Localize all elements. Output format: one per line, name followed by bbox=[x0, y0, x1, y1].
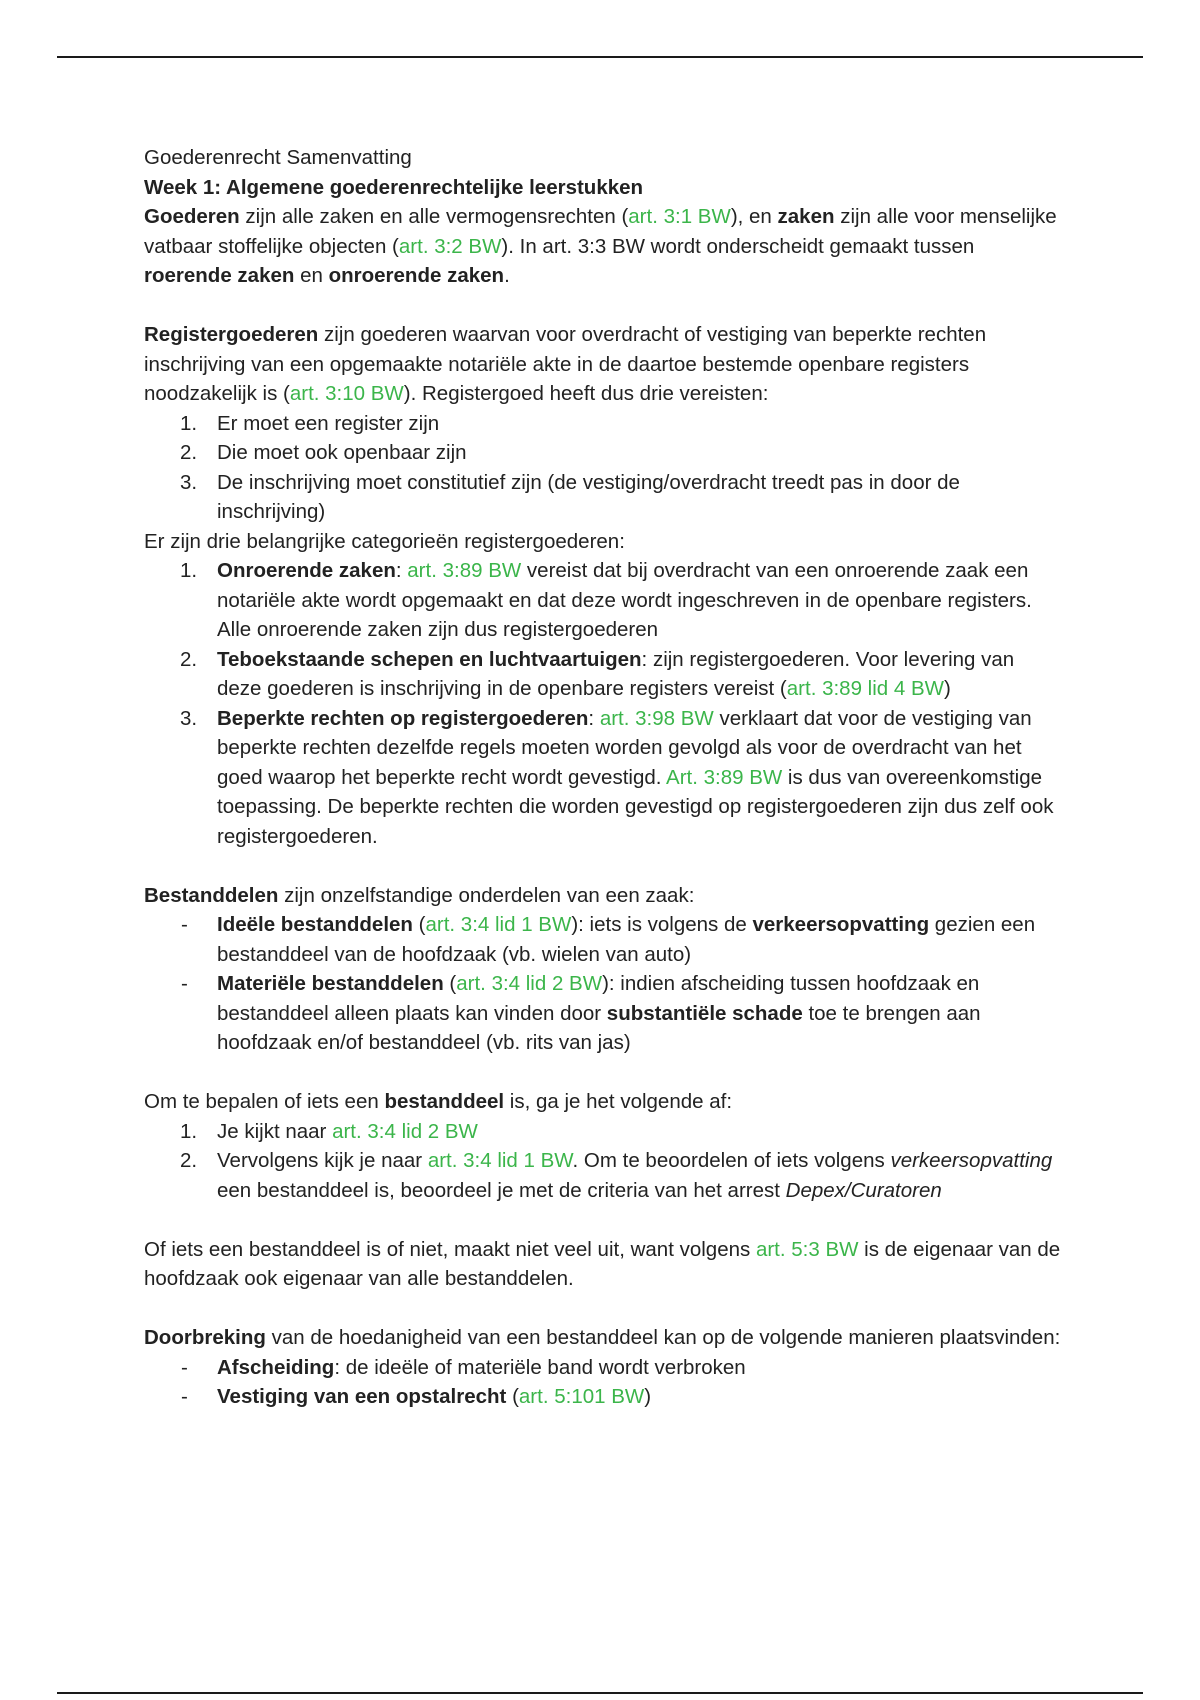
term-roerende-zaken: roerende zaken bbox=[144, 264, 295, 287]
text: Je kijkt naar bbox=[217, 1119, 333, 1143]
blank-line bbox=[144, 291, 1064, 321]
term: Teboekstaande schepen en luchtvaartuigen bbox=[217, 647, 642, 671]
term: Ideële bestanddelen bbox=[217, 913, 413, 936]
text: ). In art. 3:3 BW wordt onderscheidt gemaakt tussen bbox=[501, 234, 975, 258]
text: zijn alle voor menselijke vatbaar stoffelijke objecten ( bbox=[144, 205, 1057, 258]
term-bestanddelen: Bestanddelen bbox=[144, 883, 279, 907]
text: Of iets een bestanddeel is of niet, maakt niet veel uit, want volgens bbox=[144, 1237, 756, 1261]
list-item-requirement bbox=[144, 409, 1064, 439]
text: ) bbox=[944, 677, 951, 700]
term: Onroerende zaken bbox=[217, 559, 396, 582]
text: van de hoedanigheid van een bestanddeel kan op de volgende manieren plaatsvinden: bbox=[265, 1326, 1061, 1349]
law-reference: art. 3:4 lid 1 BW bbox=[425, 913, 572, 936]
text: is dus van overeenkomstige toepassing. De beperkte rechten die worden gevestigd op registergoederen zijn dus zelf ook registergoederen. bbox=[217, 765, 1054, 848]
law-reference: art. 3:4 lid 1 BW bbox=[427, 1149, 573, 1172]
categories-intro: Er zijn drie belangrijke categorieën registergoederen: bbox=[144, 529, 625, 553]
term-doorbreking: Doorbreking bbox=[144, 1326, 266, 1349]
text: : zijn registergoederen. Voor levering van deze goederen is inschrijving in de openbare registers vereist ( bbox=[217, 647, 1015, 700]
list-number: 2. bbox=[180, 1149, 198, 1172]
text: is, ga je het volgende af: bbox=[504, 1090, 733, 1113]
law-reference: art. 3:89 BW bbox=[407, 559, 522, 582]
list-text: De inschrijving moet constitutief zijn (de vestiging/overdracht treedt pas in door de inschrijving) bbox=[217, 470, 960, 523]
paragraph-bestanddelen bbox=[144, 881, 1064, 911]
law-reference: art. 5:3 BW bbox=[755, 1237, 859, 1261]
text: ) bbox=[644, 1385, 652, 1408]
document-page bbox=[144, 143, 1064, 1412]
law-reference: art. 3:10 BW bbox=[289, 382, 404, 405]
list-item-step bbox=[144, 1117, 1064, 1147]
text: zijn alle zaken en alle vermogensrechten ( bbox=[239, 205, 629, 228]
paragraph-eigenaar bbox=[144, 1235, 1064, 1294]
text: : de ideële of materiële band wordt verbroken bbox=[334, 1355, 746, 1379]
bullet-item bbox=[144, 1353, 1064, 1383]
blank-line bbox=[144, 1294, 1064, 1324]
term: bestanddeel bbox=[384, 1090, 505, 1113]
law-reference: art. 3:4 lid 2 BW bbox=[332, 1119, 478, 1143]
paragraph-bepalen bbox=[144, 1087, 1064, 1117]
list-number: 1. bbox=[180, 411, 198, 435]
bullet-item bbox=[144, 1382, 1064, 1412]
text: verklaart dat voor de vestiging van beperkte rechten dezelfde regels moeten worden gevolgd als voor de overdracht van het goed waarop het beperkte recht wordt gevestigd. bbox=[217, 706, 1032, 789]
list-text: Er moet een register zijn bbox=[217, 411, 440, 435]
bullet-dash: - bbox=[181, 913, 188, 936]
list-item-step bbox=[144, 1146, 1064, 1205]
text: een bestanddeel is, beoordeel je met de criteria van het arrest bbox=[217, 1178, 786, 1202]
term: Materiële bestanddelen bbox=[217, 972, 444, 995]
law-reference: art. 3:89 lid 4 BW bbox=[786, 677, 944, 700]
term: Vestiging van een opstalrecht bbox=[217, 1385, 507, 1408]
case-name: Depex/Curatoren bbox=[785, 1178, 942, 1202]
bullet-item bbox=[144, 910, 1064, 969]
text: zijn goederen waarvan voor overdracht of vestiging van beperkte rechten inschrijving van een opgemaakte notariële akte in de daartoe bestemde openbare registers noodzakelijk is ( bbox=[144, 323, 987, 405]
bullet-item bbox=[144, 969, 1064, 1058]
text: : bbox=[395, 559, 408, 582]
text: vereist dat bij overdracht van een onroerende zaak een notariële akte wordt opgemaakt en dat deze wordt ingeschreven in de openbare registers. Alle onroerende zaken zijn dus registergoederen bbox=[217, 559, 1032, 641]
text: ( bbox=[412, 913, 426, 936]
list-item-requirement bbox=[144, 468, 1064, 527]
law-reference: art. 3:98 BW bbox=[599, 706, 714, 730]
paragraph-registergoederen bbox=[144, 320, 1064, 409]
text: en bbox=[294, 264, 329, 287]
text: Om te bepalen of iets een bbox=[144, 1090, 385, 1113]
law-reference: art. 3:1 BW bbox=[628, 205, 731, 228]
term-goederen: Goederen bbox=[144, 205, 240, 228]
law-reference: art. 3:4 lid 2 BW bbox=[456, 972, 603, 995]
term: verkeersopvatting bbox=[752, 913, 930, 936]
term: Afscheiding bbox=[217, 1355, 335, 1379]
law-reference: Art. 3:89 BW bbox=[666, 765, 783, 789]
list-item-category bbox=[144, 645, 1064, 704]
bullet-dash: - bbox=[181, 1355, 188, 1379]
list-item-requirement bbox=[144, 438, 1064, 468]
term: substantiële schade bbox=[606, 1001, 803, 1025]
list-item-category bbox=[144, 556, 1064, 645]
paragraph-doorbreking bbox=[144, 1323, 1064, 1353]
blank-line bbox=[144, 1205, 1064, 1235]
term-registergoederen: Registergoederen bbox=[144, 323, 319, 346]
list-text: Die moet ook openbaar zijn bbox=[217, 441, 467, 464]
term-zaken: zaken bbox=[777, 205, 835, 228]
text: ( bbox=[506, 1385, 519, 1408]
text: ( bbox=[443, 972, 457, 995]
text: : bbox=[588, 706, 600, 730]
paragraph-goederen bbox=[144, 202, 1064, 291]
text: ). Registergoed heeft dus drie vereisten: bbox=[403, 382, 769, 405]
text: zijn onzelfstandige onderdelen van een zaak: bbox=[278, 883, 695, 907]
footer-rule bbox=[57, 1692, 1143, 1694]
text: . Om te beoordelen of iets volgens bbox=[572, 1149, 891, 1172]
bullet-dash: - bbox=[181, 1385, 188, 1408]
list-item-category bbox=[144, 704, 1064, 852]
italic-term: verkeersopvatting bbox=[890, 1149, 1053, 1172]
text: ): indien afscheiding tussen hoofdzaak en bestanddeel alleen plaats kan vinden door bbox=[217, 972, 980, 1025]
week-heading: Week 1: Algemene goederenrechtelijke leerstukken bbox=[144, 175, 644, 199]
law-reference: art. 3:2 BW bbox=[398, 234, 502, 258]
text: ), en bbox=[730, 205, 778, 228]
term-onroerende-zaken: onroerende zaken bbox=[328, 264, 505, 287]
header-rule bbox=[57, 56, 1143, 58]
text: . bbox=[504, 264, 510, 287]
bullet-dash: - bbox=[181, 972, 188, 995]
text: toe te brengen aan hoofdzaak en/of bestanddeel (vb. rits van jas) bbox=[217, 1001, 981, 1054]
blank-line bbox=[144, 1058, 1064, 1088]
term: Beperkte rechten op registergoederen bbox=[217, 706, 589, 730]
text: is de eigenaar van de hoofdzaak ook eigenaar van alle bestanddelen. bbox=[144, 1237, 1061, 1290]
list-number: 2. bbox=[180, 441, 198, 464]
list-number: 2. bbox=[180, 647, 198, 671]
law-reference: art. 5:101 BW bbox=[518, 1385, 645, 1408]
document-title: Goederenrecht Samenvatting bbox=[144, 146, 412, 169]
list-number: 3. bbox=[180, 706, 198, 730]
blank-line bbox=[144, 851, 1064, 881]
list-number: 3. bbox=[180, 470, 198, 494]
list-number: 1. bbox=[180, 559, 198, 582]
text: gezien een bestanddeel van de hoofdzaak (vb. wielen van auto) bbox=[217, 913, 1036, 966]
list-number: 1. bbox=[180, 1119, 198, 1143]
text: Vervolgens kijk je naar bbox=[217, 1149, 428, 1172]
text: ): iets is volgens de bbox=[571, 913, 753, 936]
